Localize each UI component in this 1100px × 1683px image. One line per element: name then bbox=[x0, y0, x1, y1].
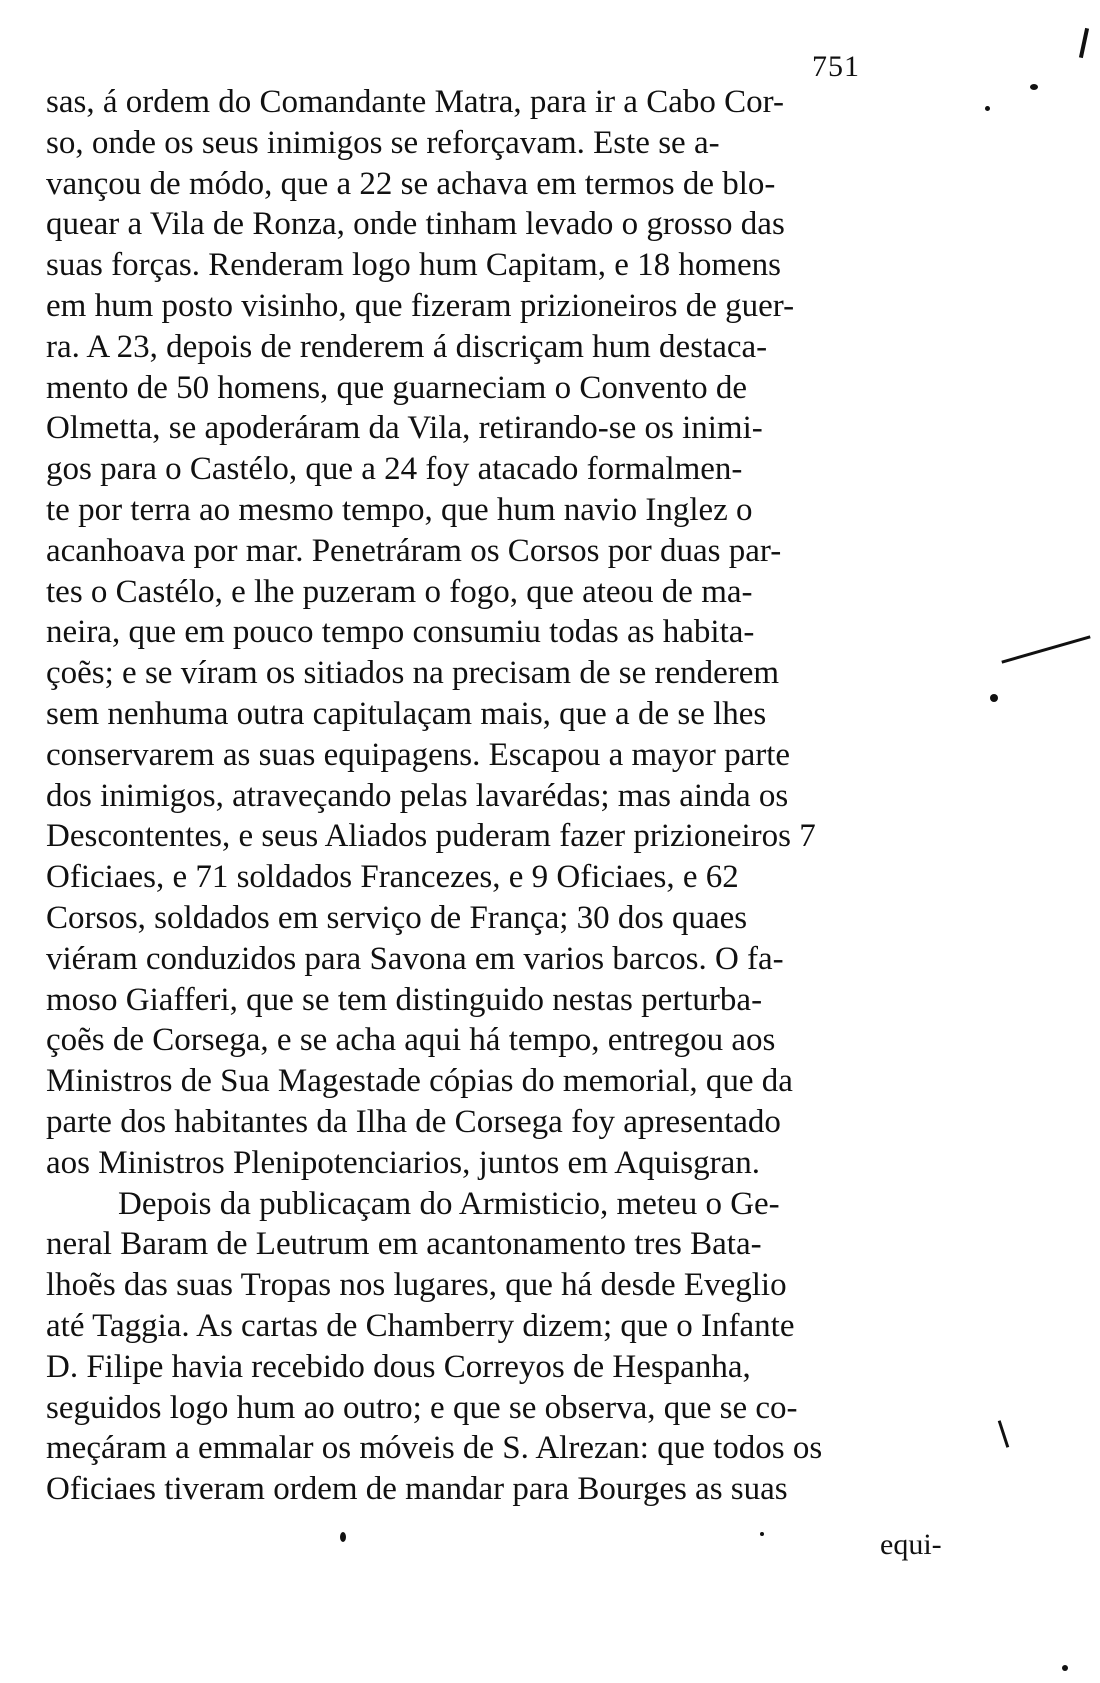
text-line: Oficiaes, e 71 soldados Francezes, e 9 Oficiaes, e 62 bbox=[46, 859, 739, 896]
text-line: gos para o Castélo, que a 24 foy atacado formalmen- bbox=[46, 451, 743, 488]
text-line: neral Baram de Leutrum em acantonamento tres Bata- bbox=[46, 1226, 762, 1263]
text-line: parte dos habitantes da Ilha de Corsega foy apresentado bbox=[46, 1103, 781, 1140]
text-line: Oficiaes tiveram ordem de mandar para Bourges as suas bbox=[46, 1471, 788, 1508]
text-line: çoẽs; e se víram os sitiados na precisam de se renderem bbox=[46, 655, 780, 692]
page-number: 751 bbox=[812, 50, 860, 83]
text-line: çoẽs de Corsega, e se acha aqui há tempo, entregou aos bbox=[46, 1022, 776, 1059]
text-line: conservarem as suas equipagens. Escapou a mayor parte bbox=[46, 736, 791, 773]
ink-speck bbox=[1030, 84, 1038, 90]
text-line: dos inimigos, atraveçando pelas lavarédas; mas ainda os bbox=[46, 777, 789, 814]
text-line: te por terra ao mesmo tempo, que hum navio Inglez o bbox=[46, 491, 753, 528]
text-line: ra. A 23, depois de renderem á discriçam hum destaca- bbox=[46, 328, 768, 365]
paragraph-1 bbox=[46, 82, 976, 1184]
text-line: em hum posto visinho, que fizeram prizioneiros de guer- bbox=[46, 287, 795, 324]
text-line: quear a Vila de Ronza, onde tinham levado o grosso das bbox=[46, 206, 785, 243]
body-text bbox=[46, 82, 976, 1510]
text-line: Descontentes, e seus Aliados puderam fazer prizioneiros 7 bbox=[46, 818, 816, 855]
text-line: Depois da publicaçam do Armisticio, meteu o Ge- bbox=[118, 1185, 780, 1222]
text-line: acanhoava por mar. Penetráram os Corsos por duas par- bbox=[46, 532, 782, 569]
text-line: neira, que em pouco tempo consumiu todas as habita- bbox=[46, 614, 755, 651]
ink-speck bbox=[985, 106, 990, 111]
ink-stroke bbox=[1079, 28, 1089, 58]
text-line: lhoẽs das suas Tropas nos lugares, que há desde Eveglio bbox=[46, 1267, 787, 1304]
catchword: equi- bbox=[880, 1528, 942, 1561]
ink-stroke bbox=[1001, 635, 1090, 663]
paragraph-2 bbox=[46, 1184, 976, 1510]
text-line: Olmetta, se apoderáram da Vila, retirando-se os inimi- bbox=[46, 410, 763, 447]
ink-speck bbox=[340, 1532, 346, 1542]
text-line: Corsos, soldados em serviço de França; 30 dos quaes bbox=[46, 899, 748, 936]
text-line: viéram conduzidos para Savona em varios barcos. O fa- bbox=[46, 940, 784, 977]
text-line: meçáram a emmalar os móveis de S. Alrezan: que todos os bbox=[46, 1430, 823, 1467]
text-line: tes o Castélo, e lhe puzeram o fogo, que ateou de ma- bbox=[46, 573, 753, 610]
text-line: D. Filipe havia recebido dous Correyos de Hespanha, bbox=[46, 1348, 751, 1385]
text-line: Ministros de Sua Magestade cópias do memorial, que da bbox=[46, 1063, 793, 1100]
text-line: so, onde os seus inimigos se reforçavam. Este se a- bbox=[46, 124, 720, 161]
ink-speck bbox=[1062, 1665, 1068, 1671]
text-line: mento de 50 homens, que guarneciam o Convento de bbox=[46, 369, 748, 406]
text-line: sas, á ordem do Comandante Matra, para ir a Cabo Cor- bbox=[46, 84, 784, 120]
text-line: sem nenhuma outra capitulaçam mais, que a de se lhes bbox=[46, 695, 767, 732]
text-line: vançou de módo, que a 22 se achava em termos de blo- bbox=[46, 165, 776, 202]
ink-speck bbox=[760, 1532, 764, 1536]
ink-stroke bbox=[998, 1420, 1010, 1448]
ink-speck bbox=[990, 694, 998, 702]
text-line: aos Ministros Plenipotenciarios, juntos em Aquisgran. bbox=[46, 1144, 761, 1181]
text-line: suas forças. Renderam logo hum Capitam, e 18 homens bbox=[46, 247, 782, 284]
text-line: até Taggia. As cartas de Chamberry dizem; que o Infante bbox=[46, 1307, 795, 1344]
text-line: moso Giafferi, que se tem distinguido nestas perturba- bbox=[46, 981, 763, 1018]
text-line: seguidos logo hum ao outro; e que se observa, que se co- bbox=[46, 1389, 798, 1426]
